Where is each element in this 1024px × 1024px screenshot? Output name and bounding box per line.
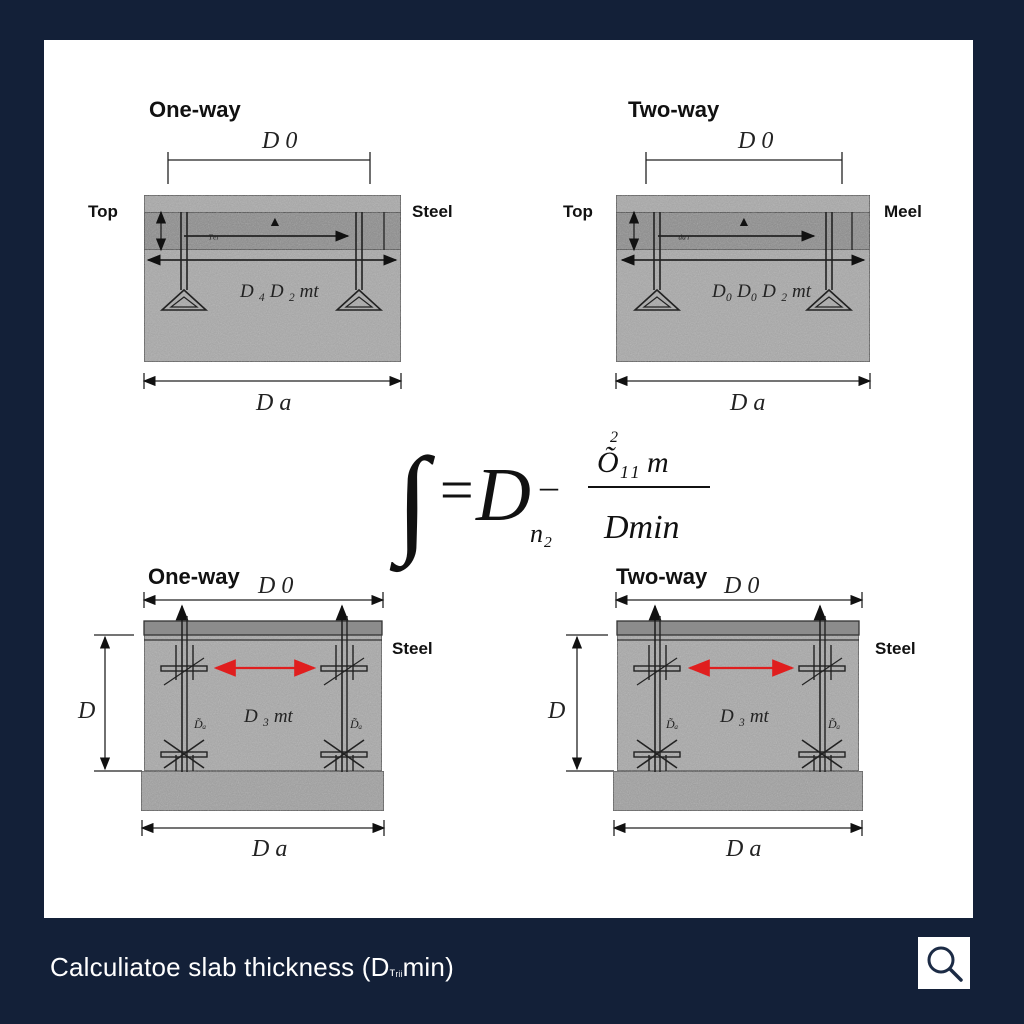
denominator: Dmin — [604, 509, 680, 546]
bottom-dimension-label: D a — [726, 836, 762, 862]
base-slab — [141, 771, 384, 811]
up-marker-icon: ▲ — [268, 213, 282, 229]
diagram-top-right — [563, 97, 922, 416]
slab-inner-label: D₀ D₀ D ₂ mt — [712, 281, 811, 302]
numerator: Õ₁₁ m — [597, 446, 669, 479]
search-icon — [918, 937, 970, 989]
top-label: Top — [563, 202, 593, 221]
caption — [50, 952, 454, 983]
diagram-title: Two-way — [628, 97, 720, 122]
subscript: n₂ — [530, 519, 553, 548]
numerator-superscript: 2 — [610, 429, 618, 446]
slab-diagram — [44, 40, 973, 918]
top-dimension-label: D 0 — [738, 128, 774, 154]
search-button[interactable] — [918, 937, 970, 989]
caption-text: Calculiatoe slab thickness (D — [50, 952, 390, 982]
diagram-bottom-right — [547, 564, 916, 862]
steel-layer — [617, 621, 859, 635]
bottom-dimension-label: D a — [256, 390, 292, 416]
top-dimension-label: D 0 — [258, 573, 294, 599]
slab-inner-label: D ₃ mt — [720, 706, 769, 727]
bottom-dimension-label: D a — [252, 836, 288, 862]
small-annotation-right: D̃ₐ — [350, 717, 363, 731]
up-marker-icon: ▲ — [737, 213, 751, 229]
top-label: Top — [88, 202, 118, 221]
equals-sign: = — [436, 457, 477, 523]
small-annotation-left: D̃ₐ — [194, 717, 207, 731]
integral-symbol: ∫ — [396, 433, 429, 566]
top-dimension-label: D 0 — [262, 128, 298, 154]
caption-end: min) — [402, 952, 454, 982]
concrete-slab — [617, 621, 859, 771]
thickness-equation — [389, 429, 710, 573]
diagram-title: One-way — [148, 564, 240, 589]
minus-sign: – — [540, 466, 558, 506]
top-dimension-label: D 0 — [724, 573, 760, 599]
diagram-title: One-way — [149, 97, 241, 122]
steel-label: Steel — [392, 639, 433, 658]
small-annotation: ᵀᵉᶦ — [208, 232, 218, 246]
small-annotation: ᵈᵃᶦ — [678, 232, 689, 246]
small-annotation-right: D̃ₐ — [828, 717, 841, 731]
slab-inner-label: D ₄ D ₂ mt — [240, 281, 319, 302]
bottom-dimension-label: D a — [730, 390, 766, 416]
steel-label: Meel — [884, 202, 922, 221]
diagram-title: Two-way — [616, 564, 708, 589]
steel-label: Steel — [412, 202, 453, 221]
diagram-bottom-left — [77, 564, 433, 862]
diagram-top-left — [88, 97, 453, 416]
slab-inner-label: D ₃ mt — [244, 706, 293, 727]
caption-subscript: ᴛᵣᵢᵢ — [389, 965, 403, 979]
height-dimension-label: D — [78, 698, 96, 724]
steel-label: Steel — [875, 639, 916, 658]
height-dimension-label: D — [548, 698, 566, 724]
base-slab — [613, 771, 863, 811]
small-annotation-left: D̃ₐ — [666, 717, 679, 731]
main-variable: D — [476, 453, 531, 537]
diagram-panel — [44, 40, 973, 918]
